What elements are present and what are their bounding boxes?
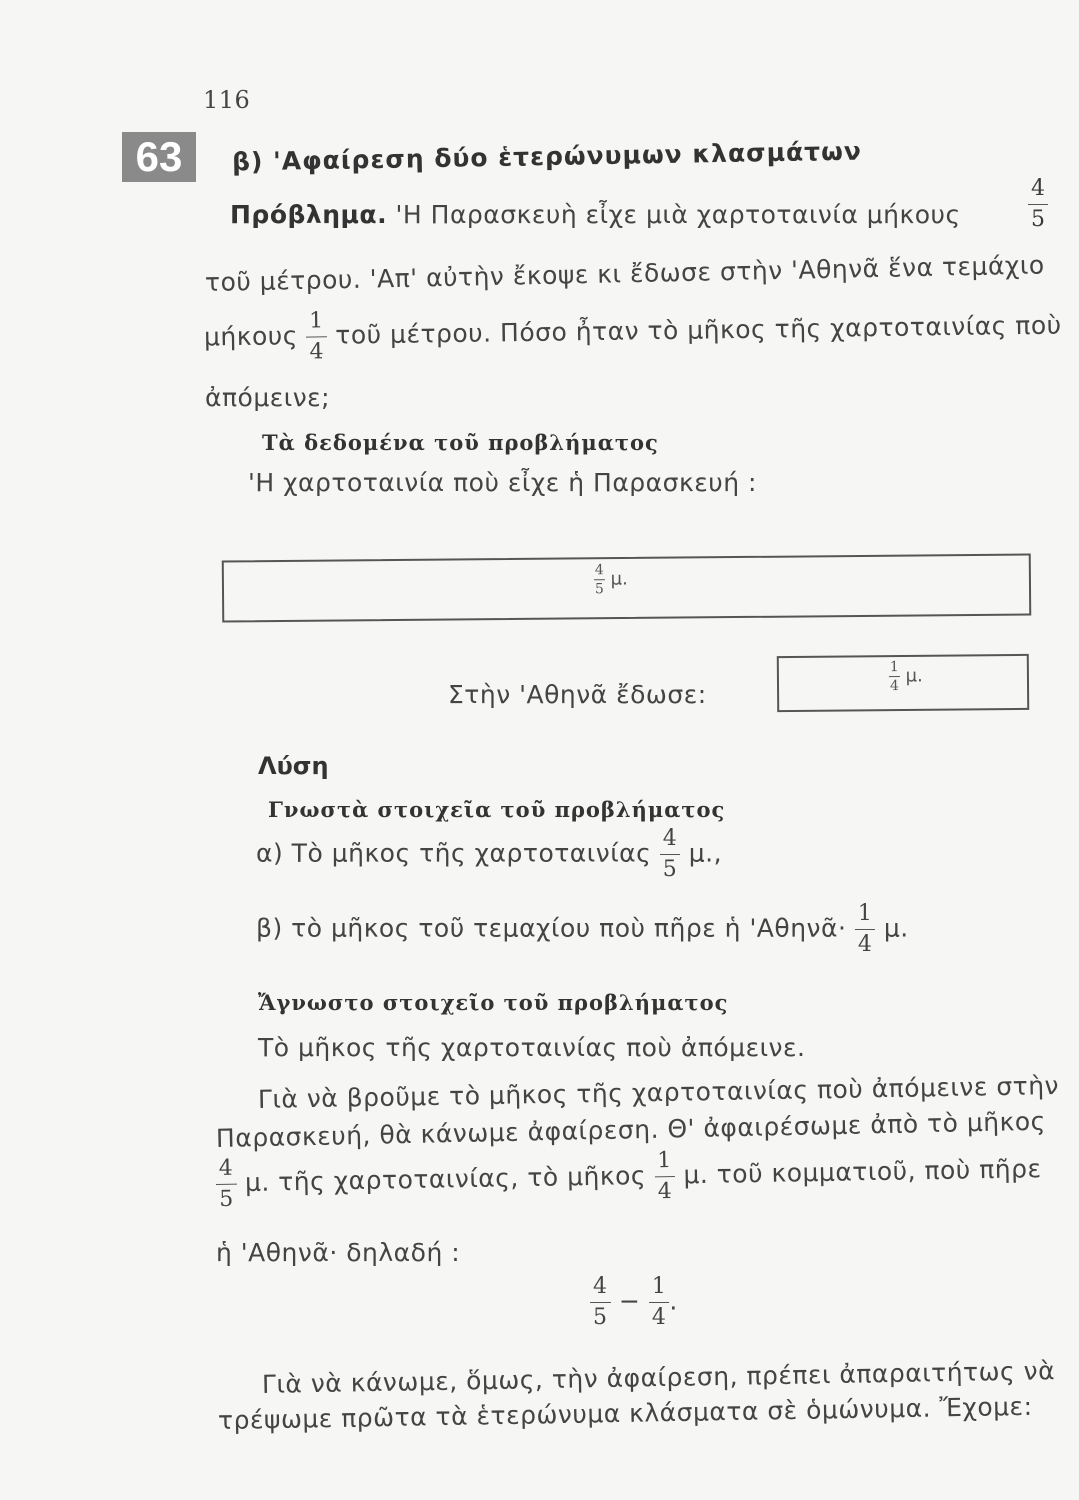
page-number: 116 (203, 86, 251, 114)
strip-label: $\frac{4}{5}$ μ. (594, 562, 628, 598)
problem-line-2: τοῦ μέτρου. 'Απ' αὐτὴν ἔκοψε κι ἔδωσε στὴν 'Αθηνᾶ ἕνα τεμάχιο (204, 250, 1045, 297)
problem-label: Πρόβλημα. (230, 200, 388, 229)
unknown-heading: Ἄγνωστο στοιχεῖο τοῦ προβλήματος (258, 990, 729, 1015)
paraskevi-strip (222, 553, 1032, 622)
known-b: β) τὸ μῆκος τοῦ τεμαχίου ποὺ πῆρε ἡ 'Αθηνᾶ· $\frac{1}{4}$ μ. (256, 901, 909, 957)
athena-strip-label: $\frac{1}{4}$ μ. (889, 659, 923, 695)
section-badge: 63 (122, 132, 196, 182)
paraskevi-line: 'Η χαρτοταινία ποὺ εἶχε ἡ Παρασκευή : (248, 468, 757, 497)
fraction-four-fifths-para: $\frac{4}{5}$ (216, 1158, 237, 1211)
para2-line2: τρέψωμε πρῶτα τὰ ἑτερώνυμα κλάσματα σὲ ὁμώνυμα. Ἔχομε: (217, 1391, 1033, 1435)
problem-line-1 (230, 200, 961, 229)
para2-line1: Γιὰ νὰ κάνωμε, ὅμως, τὴν ἀφαίρεση, πρέπει ἀπαραιτήτως νὰ (261, 1356, 1056, 1399)
para1-line1: Γιὰ νὰ βροῦμε τὸ μῆκος τῆς χαρτοταινίας ποὺ ἀπόμεινε στὴν (257, 1071, 1060, 1114)
problem-line-3: μήκους $\frac{1}{4}$ τοῦ μέτρου. Πόσο ἦταν τὸ μῆκος τῆς χαρτοταινίας ποὺ (203, 308, 1062, 365)
fraction-one-quarter-para: $\frac{1}{4}$ (654, 1150, 675, 1203)
section-title: β) 'Αφαίρεση δύο ἑτερώνυμων κλασμάτων (231, 136, 863, 177)
known-a: α) Τὸ μῆκος τῆς χαρτοταινίας $\frac{4}{5}$ μ., (256, 826, 723, 882)
minus-sign: − (618, 1286, 641, 1316)
given-heading: Τὰ δεδομένα τοῦ προβλήματος (262, 430, 659, 455)
subtraction-expression: $\frac{4}{5}$ − $\frac{1}{4}$ . (590, 1276, 678, 1329)
para1-line4: ἡ 'Αθηνᾶ· δηλαδή : (216, 1238, 461, 1267)
fraction-four-fifths: $\frac{4}{5}$ (1028, 178, 1048, 231)
problem-line-4: ἀπόμεινε; (205, 383, 331, 412)
athena-label: Στὴν 'Αθηνᾶ ἔδωσε: (448, 680, 707, 709)
para1-line3: $\frac{4}{5}$ μ. τῆς χαρτοταινίας, τὸ μῆκος $\frac{1}{4}$ μ. τοῦ κομματιοῦ, ποὺ πῆρε (216, 1144, 1042, 1211)
para1-line2: Παρασκευή, θὰ κάνωμε ἀφαίρεση. Θ' ἀφαιρέσωμε ἀπὸ τὸ μῆκος (215, 1106, 1047, 1153)
problem-text-1: 'Η Παρασκευὴ εἶχε μιὰ χαρτοταινία μήκους (395, 200, 961, 229)
fraction-one-quarter-known: $\frac{1}{4}$ (855, 903, 876, 956)
athena-strip (777, 654, 1029, 712)
unknown-text: Τὸ μῆκος τῆς χαρτοταινίας ποὺ ἀπόμεινε. (258, 1033, 806, 1062)
known-heading: Γνωστὰ στοιχεῖα τοῦ προβλήματος (268, 797, 726, 822)
fraction-four-fifths-known: $\frac{4}{5}$ (660, 828, 681, 881)
solution-heading: Λύση (258, 752, 329, 780)
fraction-one-quarter: $\frac{1}{4}$ (306, 310, 327, 363)
